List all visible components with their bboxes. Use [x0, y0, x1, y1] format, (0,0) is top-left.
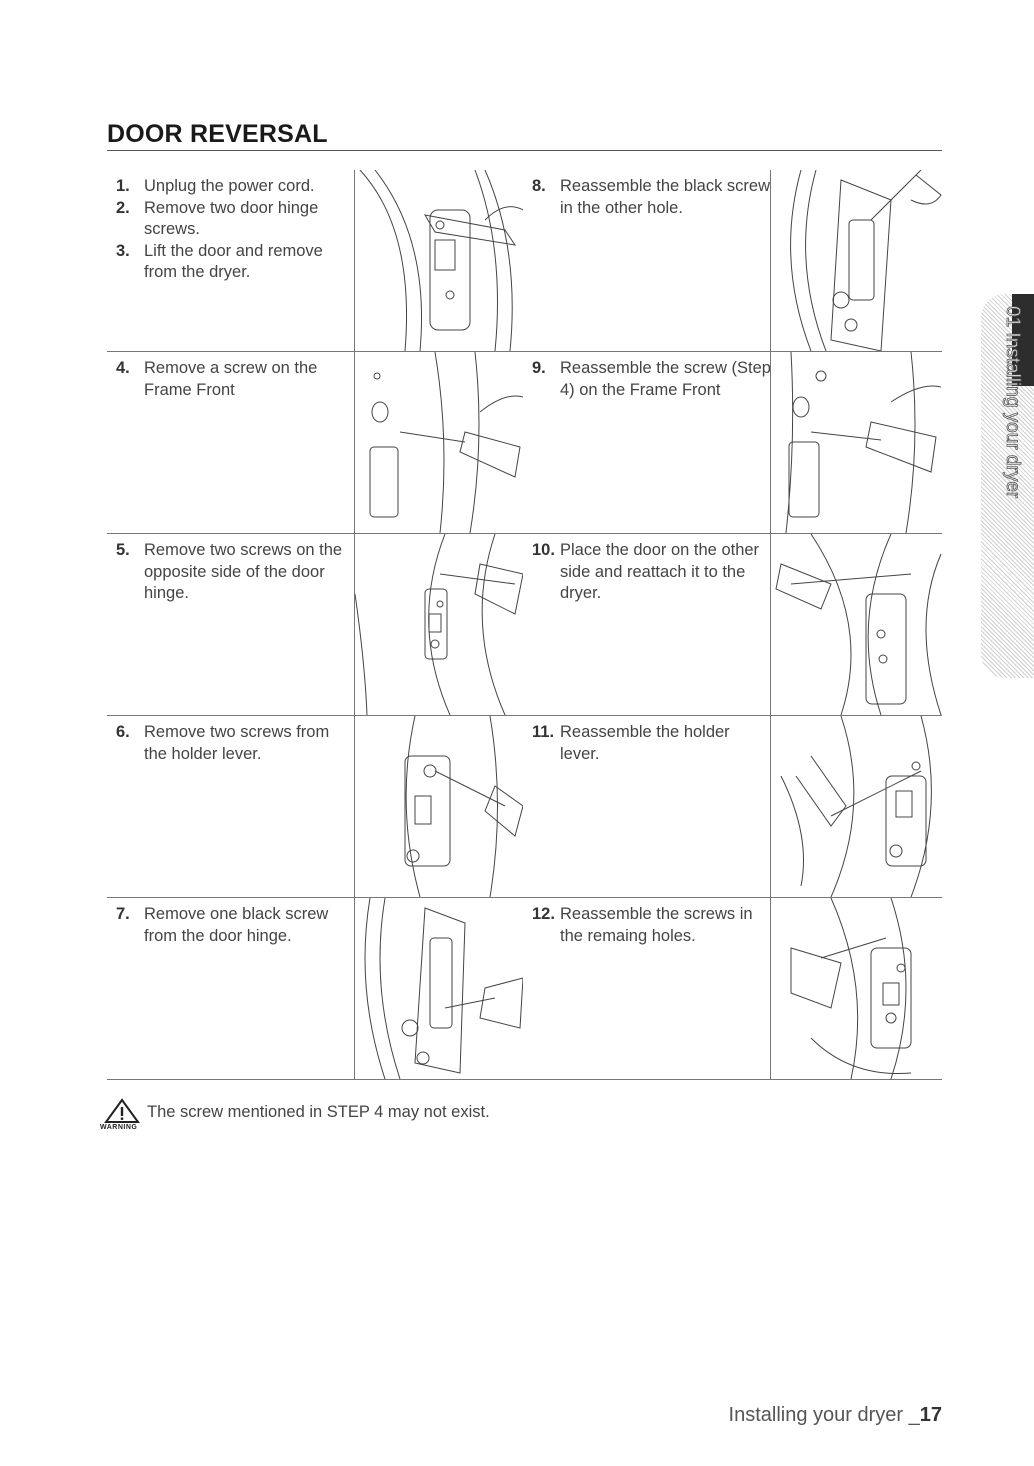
step-text: Reassemble the screws in the remaing holes.	[560, 905, 753, 945]
step-item	[107, 904, 347, 947]
step-number: 12.	[532, 905, 555, 923]
step-number: 9.	[532, 359, 546, 377]
step-number: 3.	[116, 241, 130, 260]
row-divider	[107, 1079, 942, 1080]
footer-section-title: Installing your dryer _	[728, 1404, 920, 1426]
step-item	[107, 540, 347, 605]
step-text: Remove two screws on the opposite side of the door hinge.	[144, 541, 343, 602]
chapter-side-tab	[981, 294, 1034, 678]
steps-left-cell	[107, 540, 347, 605]
step-item	[523, 358, 773, 401]
illustration-reassemble-black-screw	[770, 170, 943, 351]
step-item	[107, 176, 347, 198]
step-text: Reassemble the screw (Step 4) on the Frame Front	[560, 359, 771, 399]
steps-right-cell	[523, 176, 773, 219]
step-number: 1.	[116, 177, 130, 195]
steps-row-1	[107, 170, 942, 352]
illustration-remove-opposite-screws	[354, 534, 523, 715]
side-tab-label: 01 Installing your dryer	[1002, 306, 1023, 499]
step-text: Reassemble the black screw in the other hole.	[560, 177, 771, 217]
step-text: Remove two door hinge screws.	[144, 198, 319, 238]
step-item	[523, 176, 773, 219]
illustration-reassemble-remaining-screws	[770, 898, 943, 1079]
step-number: 10.	[532, 541, 555, 559]
warning-text: The screw mentioned in STEP 4 may not exist.	[147, 1103, 490, 1121]
step-number: 7.	[116, 905, 130, 923]
step-item	[107, 722, 347, 765]
step-text: Remove a screw on the Frame Front	[144, 359, 318, 399]
illustration-reattach-door	[770, 534, 943, 715]
steps-right-cell	[523, 722, 773, 765]
step-item	[523, 904, 773, 947]
page-title: DOOR REVERSAL	[107, 120, 328, 148]
step-number: 8.	[532, 177, 546, 195]
step-item	[107, 198, 347, 241]
illustration-remove-hinge-screws	[354, 170, 523, 351]
step-number: 6.	[116, 723, 130, 741]
steps-row-4	[107, 716, 942, 898]
page-number: 17	[919, 1404, 942, 1426]
steps-left-cell	[107, 358, 347, 401]
step-number: 2.	[116, 198, 130, 217]
step-text: Remove two screws from the holder lever.	[144, 723, 330, 763]
steps-row-3	[107, 534, 942, 716]
step-number: 11.	[532, 723, 555, 741]
warning-triangle-icon	[100, 1098, 144, 1124]
step-item	[523, 540, 773, 605]
step-item	[523, 722, 773, 765]
steps-right-cell	[523, 540, 773, 605]
steps-row-5	[107, 898, 942, 1080]
steps-right-cell	[523, 904, 773, 947]
step-text: Reassemble the holder lever.	[560, 723, 730, 763]
page-footer	[729, 1404, 942, 1427]
steps-left-cell	[107, 176, 347, 284]
steps-left-cell	[107, 722, 347, 765]
illustration-remove-frame-screw	[354, 352, 523, 533]
step-text: Remove one black screw from the door hinge.	[144, 905, 329, 945]
warning-label: WARNING	[100, 1124, 138, 1131]
step-text: Unplug the power cord.	[144, 177, 315, 195]
step-item	[107, 241, 347, 284]
step-text: Place the door on the other side and reattach it to the dryer.	[560, 541, 760, 602]
illustration-reassemble-frame-screw	[770, 352, 943, 533]
illustration-remove-holder-lever	[354, 716, 523, 897]
steps-right-cell	[523, 358, 773, 401]
step-number: 5.	[116, 541, 130, 559]
illustration-remove-black-screw	[354, 898, 523, 1079]
title-divider	[107, 150, 942, 151]
illustration-reassemble-holder-lever	[770, 716, 943, 897]
steps-left-cell	[107, 904, 347, 947]
steps-row-2	[107, 352, 942, 534]
step-text: Lift the door and remove from the dryer.	[144, 241, 323, 281]
step-number: 4.	[116, 359, 130, 377]
step-item	[107, 358, 347, 401]
